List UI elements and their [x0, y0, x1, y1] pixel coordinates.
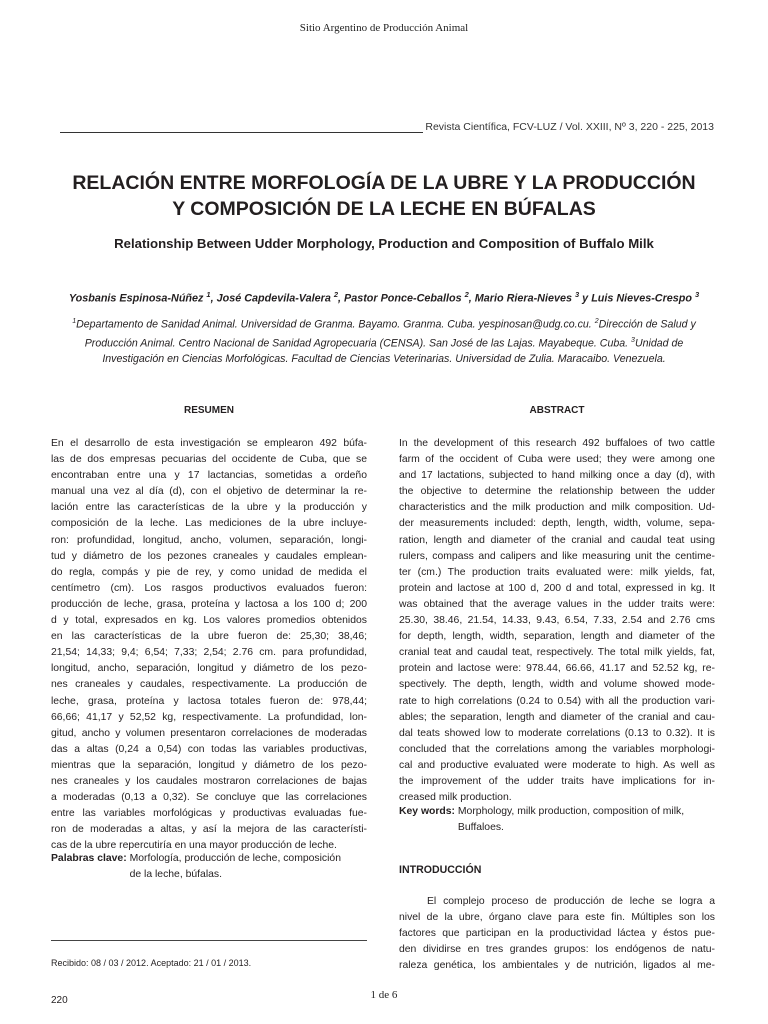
text-line: der measurements included: depth, length, width, volume, sepa-	[399, 518, 715, 530]
text-line: ter (cm.) The production traits evaluated were: milk yields, fat,	[399, 566, 715, 578]
text-line: In the development of this research 492 buffaloes of two cattle	[399, 438, 715, 449]
paper-title	[40, 170, 728, 222]
text-line: nes craneales y caudales, respectivamente. La producción de	[51, 679, 367, 691]
text-line: en las características de la ubre fueron de: 25,30; 38,46;	[51, 631, 367, 643]
palabras-clave-line-2: de la leche, búfalas.	[129, 869, 223, 880]
text-line: ables; the separation, length and diameter of the cranial and cau-	[399, 711, 715, 723]
text-line: ron: profundidad, longitud, ancho, volumen, separación, longi-	[51, 534, 367, 546]
author-list	[40, 290, 728, 305]
text-line: concluded that the correlations among the variables morphologi-	[399, 743, 715, 755]
text-line: farm of the occident of Cuba were used; they were among one	[399, 454, 715, 466]
text-line: creased milk production.	[399, 792, 512, 804]
text-line: a moderadas (0,13 a 0,32). Se concluye que las correlaciones	[51, 792, 367, 804]
key-words	[399, 804, 715, 836]
journal-ref-text: Revista Científica, FCV-LUZ / Vol. XXIII, Nº 3, 220 - 225, 2013	[425, 121, 714, 133]
text-line: nes craneales y los caudales mostraron correlaciones de bajas	[51, 775, 367, 787]
introduccion-heading: INTRODUCCIÓN	[399, 864, 482, 876]
text-line: cal and productive evaluated were moderate to high. As well as	[399, 759, 715, 771]
author-affiliation-mark: 2	[333, 290, 338, 299]
text-line: characteristics and the milk production and milk composition. Ud-	[399, 502, 715, 514]
abstract-body	[399, 436, 715, 806]
resumen-body	[51, 436, 367, 854]
page-indicator: 1 de 6	[370, 989, 398, 1001]
text-line: spectively. The depth, length, width and volume showed mode-	[399, 679, 715, 691]
author-separator: ,	[338, 292, 344, 305]
palabras-clave-text	[130, 851, 341, 883]
text-line: longitud, ancho, separación, longitud y diámetro de los pezo-	[51, 663, 367, 675]
author-affiliation-mark: 3	[695, 290, 700, 299]
page-number: 220	[51, 995, 68, 1006]
text-line: entre las variables morfológicas y productivas evaluadas fue-	[51, 808, 367, 820]
text-line: tud y diámetro de los pezones craneales y caudales emplean-	[51, 550, 367, 562]
text-line: rulers, compass and calipers and like measuring unit the centime-	[399, 550, 715, 562]
text-line: encontraban entre una y 17 lactancias, sometidas a ordeño	[51, 470, 367, 482]
text-line: 25.30, 38.46, 21.54, 14.33, 9.43, 6.54, 7.33, 2.54 and 2.76 cms	[399, 615, 715, 627]
text-line: manual una vez al día (d), con el objetivo de determinar la re-	[51, 486, 367, 498]
affil-sup-3: 3	[631, 336, 635, 344]
affil-1: Departamento de Sanidad Animal. Universidad de Granma. Bayamo. Granma. Cuba. yespinosan@udg.co.cu.	[76, 318, 592, 331]
text-line: producción de leche, grasa, proteína y lactosa a los 100 d; 200	[51, 598, 367, 610]
text-line: raleza genética, los ambientales y de nutrición, ligados al me-	[399, 960, 715, 972]
text-line: ration, length and diameter of the cranial and caudal teat using	[399, 534, 715, 546]
text-line: the improvement of the udder traits have implications for in-	[399, 775, 715, 787]
text-line: for depth, length, width, separation, length and diameter of the	[399, 631, 715, 643]
text-line: protein and lactose were: 978.44, 66.66, 41.17 and 52.52 kg, re-	[399, 663, 715, 675]
site-header: Sitio Argentino de Producción Animal	[299, 22, 469, 34]
author-name: José Capdevila-Valera	[216, 292, 331, 305]
text-line: d y total, expresados en kg. Los valores promedios obtenidos	[51, 615, 367, 627]
text-line: dal teats showed low to moderate correlations (0.13 to 0.32). It is	[399, 727, 715, 739]
text-line: gitud, ancho y volumen presentaron correlaciones de moderadas	[51, 727, 367, 739]
text-line: cas de la ubre repercutiría en una mayor producción de leche.	[51, 840, 337, 852]
author-name: Yosbanis Espinosa-Núñez	[68, 292, 204, 305]
journal-rule	[60, 124, 423, 133]
text-line: ron de moderadas a altas, y así la mejora de las característi-	[51, 824, 367, 836]
text-line: and 17 lactations, subjected to hand milking once a day (d), with	[399, 470, 715, 482]
author-affiliation-mark: 3	[575, 290, 580, 299]
text-line: las de dos empresas pecuarias del occidente de Cuba, que se	[51, 454, 367, 466]
text-line: El complejo proceso de producción de leche se logra a	[427, 896, 715, 907]
text-line: mientras que la separación, longitud y diámetro de los pezo-	[51, 759, 367, 771]
author-name: Mario Riera-Nieves	[474, 292, 572, 305]
text-line: leche, grasa, proteína y lactosa totales fueron de: 978,44;	[51, 695, 367, 707]
text-line: rate to high correlations (0.24 to 0.54) with all the production vari-	[399, 695, 715, 707]
text-line: cranial teat and caudal teat, respectively. The total milk yields, fat,	[399, 647, 715, 659]
abstract-heading: ABSTRACT	[529, 405, 585, 416]
text-line: composición de la leche. Las mediciones de la ubre incluye-	[51, 518, 367, 530]
affil-sup-1: 1	[72, 318, 77, 325]
affil-3: Unidad de Investigación en Ciencias Morfológicas. Facultad de Ciencias Veterinarias. Universidad de Zulia. Maracaibo. Venezuela.	[102, 337, 684, 366]
author-separator: ,	[468, 292, 475, 305]
palabras-clave-label: Palabras clave:	[51, 853, 127, 864]
author-separator: y	[579, 292, 592, 305]
paper-subtitle: Relationship Between Udder Morphology, Production and Composition of Buffalo Milk	[114, 236, 654, 251]
text-line: centímetro (cm). Los rasgos productivos evaluados fueron:	[51, 582, 367, 594]
key-words-label: Key words:	[399, 806, 456, 817]
author-affiliation-mark: 1	[206, 290, 211, 299]
key-words-line-1: Morphology, milk production, composition of milk,	[457, 806, 685, 817]
author-name: Luis Nieves-Crespo	[591, 292, 692, 305]
title-line-2: Y COMPOSICIÓN DE LA LECHE EN BÚFALAS	[172, 198, 596, 220]
text-line: protein and lactose at 100 d, 200 d and total, expressed in kg. It	[399, 582, 715, 594]
text-line: was obtained that the average values in the udder traits were:	[399, 598, 715, 610]
affil-2: Dirección de Salud y Producción Animal. Centro Nacional de Sanidad Agropecuaria (CENSA). San José de las Lajas. Mayabeque. Cuba.	[84, 318, 696, 350]
footnote-rule	[51, 940, 367, 941]
author-affiliation-mark: 2	[464, 290, 469, 299]
text-line: factores que participan en la productividad láctea y éstos pue-	[399, 928, 715, 940]
text-line: lación entre las características de la ubre y la producción y	[51, 502, 367, 514]
text-line: 66,66; 41,17 y 52,52 kg, respectivamente. La profundidad, lon-	[51, 711, 367, 723]
text-line: das a altas (0,24 a 0,54) con todas las variables productivas,	[51, 743, 367, 755]
palabras-clave-line-1: Morfología, producción de leche, composición	[129, 853, 341, 864]
author-separator: ,	[210, 292, 217, 305]
resumen-heading: RESUMEN	[183, 405, 234, 416]
text-line: the objective to determine the relationship between the udder	[399, 486, 715, 498]
palabras-clave	[51, 851, 367, 883]
text-line: den dividirse en tres grandes grupos: los endógenos de natu-	[399, 944, 715, 956]
text-line: En el desarrollo de esta investigación se emplearon 492 búfa-	[51, 438, 367, 449]
affiliations	[56, 314, 712, 367]
received-dates: Recibido: 08 / 03 / 2012. Aceptado: 21 / 01 / 2013.	[51, 958, 252, 968]
journal-reference	[60, 121, 714, 133]
key-words-line-2: Buffaloes.	[457, 822, 504, 833]
introduccion-body	[399, 894, 715, 974]
text-line: 21,54; 14,33; 9,4; 6,54; 7,33; 2,54; 2.76 cm. para profundidad,	[51, 647, 367, 659]
author-name: Pastor Ponce-Ceballos	[344, 292, 462, 305]
key-words-text	[458, 804, 684, 836]
text-line: nivel de la ubre, órgano clave para este fin. Múltiples son los	[399, 912, 715, 924]
title-line-1: RELACIÓN ENTRE MORFOLOGÍA DE LA UBRE Y LA PRODUCCIÓN	[72, 172, 696, 194]
text-line: do regla, compás y pie de rey, y como unidad de medida el	[51, 566, 367, 578]
affil-sup-2: 2	[594, 318, 599, 325]
